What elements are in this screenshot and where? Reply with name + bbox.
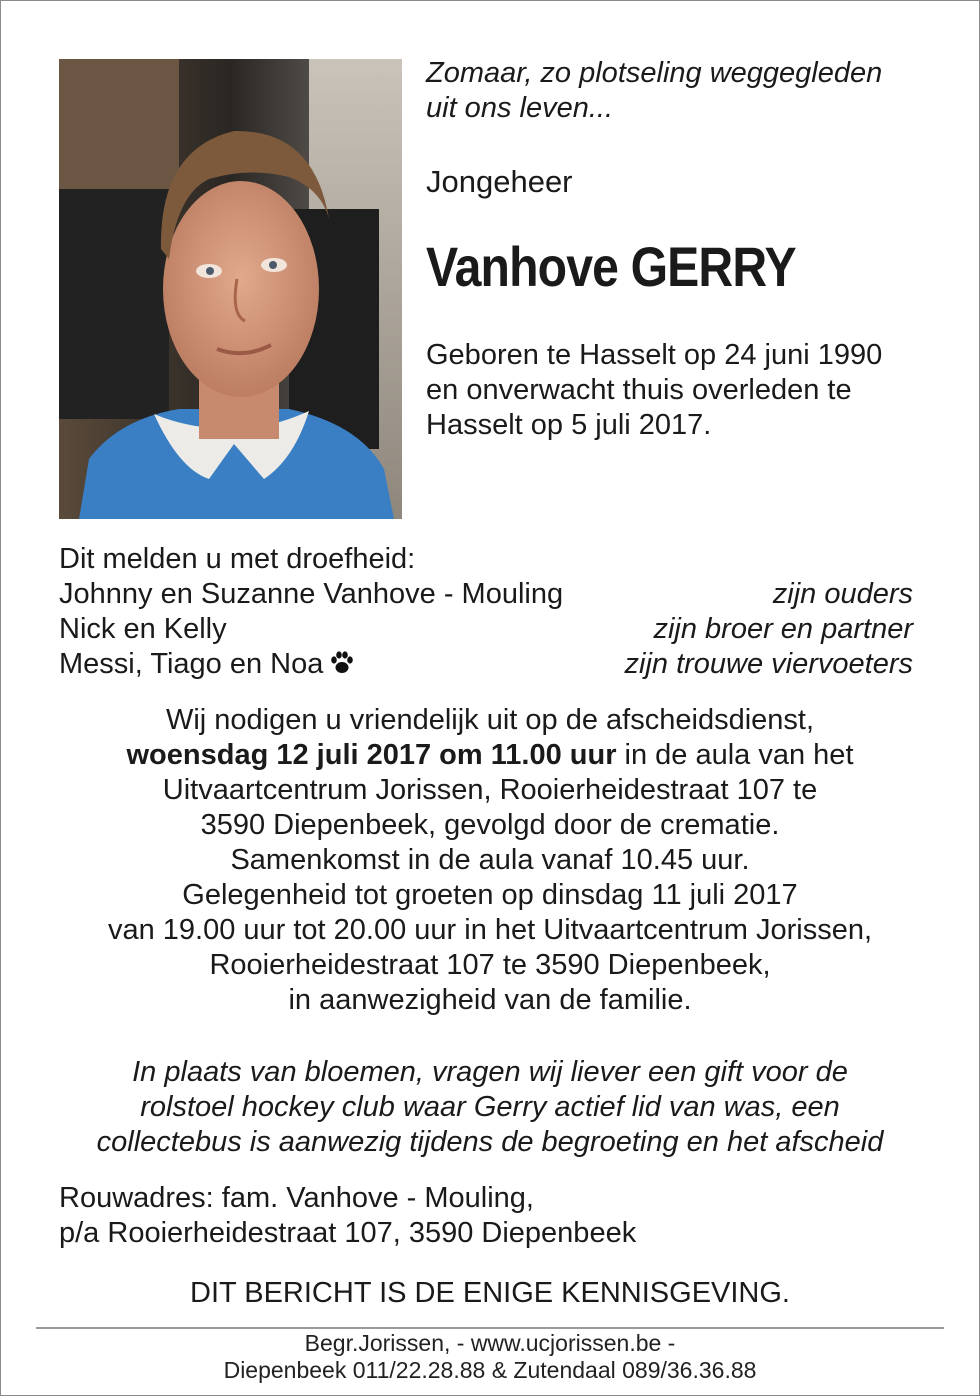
mourners-section [59, 542, 919, 682]
birth-death-line: Geboren te Hasselt op 24 juni 1990 [426, 339, 883, 371]
footer-line: Begr.Jorissen, - www.ucjorissen.be - [304, 1330, 676, 1356]
quote-line: Zomaar, zo plotseling weggegleden [426, 57, 883, 89]
service-line: Gelegenheid tot groeten op dinsdag 11 juli 2017 [182, 879, 798, 911]
portrait-photo [59, 59, 402, 519]
service-line: in de aula van het [616, 739, 854, 771]
paw-icon [329, 650, 355, 685]
service-line: in aanwezigheid van de familie. [288, 984, 692, 1016]
quote-line: uit ons leven... [426, 92, 613, 124]
gift-line: collectebus is aanwezig tijdens de begroeting en het afscheid [96, 1126, 884, 1158]
address-line: Rouwadres: fam. Vanhove - Mouling, [59, 1182, 534, 1214]
sole-notice: DIT BERICHT IS DE ENIGE KENNISGEVING. [190, 1277, 790, 1309]
deceased-name: Vanhove GERRY [426, 235, 796, 298]
service-line: Uitvaartcentrum Jorissen, Rooierheidestraat 107 te [162, 774, 818, 806]
service-line: Samenkomst in de aula vanaf 10.45 uur. [230, 844, 750, 876]
service-date-line [40, 738, 940, 773]
gift-request [40, 1055, 940, 1160]
service-date: woensdag 12 juli 2017 om 11.00 uur [126, 739, 617, 771]
mourner-names: Johnny en Suzanne Vanhove - Mouling [59, 578, 564, 610]
mourner-relation: zijn trouwe viervoeters [624, 648, 913, 680]
mourning-address [59, 1181, 636, 1251]
mourner-relation: zijn broer en partner [653, 613, 913, 645]
mourners-intro: Dit melden u met droefheid: [59, 543, 416, 575]
footer-divider [36, 1327, 944, 1329]
mourner-relation: zijn ouders [772, 578, 913, 610]
birth-death-info [426, 338, 946, 443]
service-details [40, 703, 940, 1018]
mourner-names: Nick en Kelly [59, 613, 227, 645]
address-line: p/a Rooierheidestraat 107, 3590 Diepenbeek [59, 1217, 637, 1249]
mourner-names-with-icon [59, 647, 355, 685]
footer-line: Diepenbeek 011/22.28.88 & Zutendaal 089/36.36.88 [223, 1357, 757, 1383]
birth-death-line: Hasselt op 5 juli 2017. [426, 409, 712, 441]
title-prefix: Jongeheer [426, 164, 573, 199]
mourner-row [59, 647, 919, 682]
service-line: 3590 Diepenbeek, gevolgd door de crematie. [200, 809, 780, 841]
service-line: Rooierheidestraat 107 te 3590 Diepenbeek, [209, 949, 771, 981]
birth-death-line: en onverwacht thuis overleden te [426, 374, 852, 406]
mourner-names: Messi, Tiago en Noa [59, 648, 324, 680]
service-line: van 19.00 uur tot 20.00 uur in het Uitvaartcentrum Jorissen, [107, 914, 873, 946]
funeral-home-footer [40, 1330, 940, 1384]
service-line: Wij nodigen u vriendelijk uit op de afscheidsdienst, [165, 704, 815, 736]
gift-line: rolstoel hockey club waar Gerry actief lid van was, een [140, 1091, 840, 1123]
mourner-row [59, 612, 919, 647]
mourner-row [59, 577, 919, 612]
header-block [426, 56, 946, 443]
gift-line: In plaats van bloemen, vragen wij liever een gift voor de [132, 1056, 848, 1088]
